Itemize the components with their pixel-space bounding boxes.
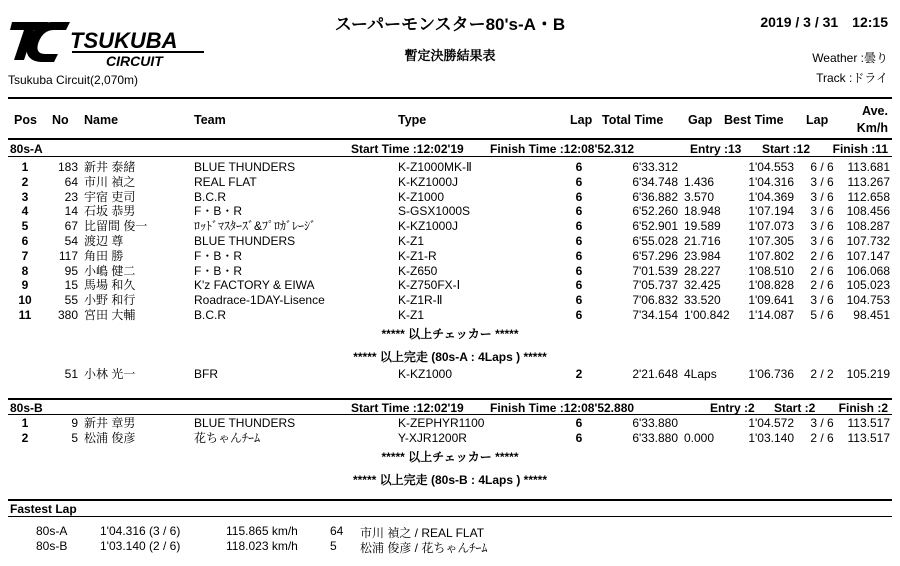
cell-no: 95 <box>64 263 78 278</box>
cell-pos: 11 <box>18 308 32 322</box>
result-row <box>8 264 892 279</box>
cell-name: 小野 和行 <box>84 293 136 308</box>
cell-team: B.C.R <box>194 308 227 322</box>
page-title: スーパーモンスター80's-A・B <box>334 15 566 34</box>
cell-best-lap: 3 / 6 <box>810 293 834 308</box>
class-a-entry: Entry :13 <box>690 142 742 156</box>
cell-no: 117 <box>58 248 78 263</box>
result-row <box>8 431 892 446</box>
cell-total-time: 6'52.901 <box>632 219 678 234</box>
cell-team: REAL FLAT <box>194 174 257 189</box>
cell-best-time: 1'04.572 <box>748 416 794 430</box>
cell-best-lap: 2 / 6 <box>810 263 834 278</box>
cell-gap: 3.570 <box>684 189 715 204</box>
cell-lap: 6 <box>575 248 583 263</box>
cell-no: 15 <box>64 278 78 293</box>
fastest-lap-header: Fastest Lap <box>8 499 892 517</box>
fl-time: 1'03.140 (2 / 6) <box>100 539 181 553</box>
fl-rider: 松浦 俊彦 / 花ちゃんﾁｰﾑ <box>360 541 488 555</box>
svg-text:CIRCUIT: CIRCUIT <box>106 53 163 69</box>
cell-team: 花ちゃんﾁｰﾑ <box>194 430 261 445</box>
cell-total-time: 7'01.539 <box>632 263 678 278</box>
cell-team: B.C.R <box>194 189 227 204</box>
result-row <box>8 367 892 382</box>
cell-no: 183 <box>57 160 78 174</box>
col-best-time: Best Time <box>724 113 784 127</box>
class-b-summary <box>8 398 892 415</box>
class-a-finish-note: ***** 以上完走 (80s-A : 4Laps ) ***** <box>353 350 547 364</box>
fl-class: 80s-A <box>36 524 68 538</box>
cell-ave-speed: 108.456 <box>846 204 890 219</box>
weather-label: Weather :曇り <box>812 51 888 65</box>
cell-type: K-Z650 <box>398 263 438 278</box>
result-row <box>8 293 892 308</box>
cell-total-time: 6'36.882 <box>632 189 678 204</box>
fl-no: 5 <box>330 539 337 553</box>
cell-gap: 1'00.842 <box>684 308 730 322</box>
class-a-summary <box>8 141 892 157</box>
col-name: Name <box>84 113 119 127</box>
fl-class: 80s-B <box>36 539 68 553</box>
cell-best-lap: 3 / 6 <box>810 204 834 219</box>
cell-best-lap: 3 / 6 <box>810 234 834 248</box>
weather-info <box>812 48 888 88</box>
class-b-start-time: Start Time :12:02'19 <box>351 401 464 415</box>
cell-type: K-Z1 <box>398 234 425 248</box>
class-b-finish-time: Finish Time :12:08'52.880 <box>490 401 635 415</box>
class-a-start-time: Start Time :12:02'19 <box>351 142 464 156</box>
result-row <box>8 160 892 175</box>
cell-best-time: 1'09.641 <box>748 293 794 308</box>
cell-total-time: 7'06.832 <box>632 293 678 308</box>
cell-total-time: 6'57.296 <box>632 248 678 263</box>
cell-gap: 28.227 <box>684 263 721 278</box>
col-ave-unit: Km/h <box>856 121 888 135</box>
class-a-name: 80s-A <box>10 142 43 156</box>
cell-best-lap: 2 / 2 <box>810 367 834 381</box>
col-total-time: Total Time <box>602 113 664 127</box>
cell-no: 55 <box>64 293 78 308</box>
cell-name: 馬場 和久 <box>84 278 136 293</box>
cell-type: K-KZ1000J <box>398 219 459 234</box>
cell-ave-speed: 113.517 <box>847 430 890 445</box>
class-b-name: 80s-B <box>10 401 43 415</box>
cell-ave-speed: 112.658 <box>847 189 890 204</box>
cell-pos: 1 <box>21 416 29 430</box>
cell-name: 新井 泰緒 <box>84 160 136 174</box>
cell-ave-speed: 113.267 <box>847 174 890 189</box>
result-row <box>8 308 892 323</box>
cell-best-lap: 2 / 6 <box>810 278 834 293</box>
cell-team: F・B・R <box>194 248 243 263</box>
cell-best-time: 1'06.736 <box>748 367 794 381</box>
class-b-start: Start :2 <box>774 401 816 415</box>
circuit-name: Tsukuba Circuit(2,070m) <box>8 73 139 87</box>
cell-pos: 10 <box>18 293 32 308</box>
cell-total-time: 6'52.260 <box>632 204 678 219</box>
cell-no: 23 <box>64 189 78 204</box>
cell-name: 角田 勝 <box>84 248 124 263</box>
cell-type: K-Z1 <box>398 308 425 322</box>
cell-best-lap: 3 / 6 <box>810 174 834 189</box>
cell-best-time: 1'03.140 <box>748 430 794 445</box>
cell-best-time: 1'07.194 <box>748 204 794 219</box>
class-a-checker-note: ***** 以上チェッカー ***** <box>381 327 519 341</box>
cell-lap: 6 <box>575 174 583 189</box>
cell-no: 51 <box>64 367 78 381</box>
cell-team: F・B・R <box>194 263 243 278</box>
class-a-finish-time: Finish Time :12:08'52.312 <box>490 142 635 156</box>
cell-best-time: 1'08.510 <box>748 263 794 278</box>
cell-gap: 32.425 <box>684 278 721 293</box>
cell-type: K-Z1-R <box>398 248 437 263</box>
result-row <box>8 190 892 205</box>
cell-team: F・B・R <box>194 204 243 219</box>
cell-lap: 6 <box>575 189 583 204</box>
cell-type: K-Z750FX-Ⅰ <box>398 278 461 293</box>
cell-no: 9 <box>71 416 78 430</box>
cell-best-time: 1'04.553 <box>748 160 794 174</box>
cell-best-lap: 6 / 6 <box>810 160 834 174</box>
cell-ave-speed: 105.023 <box>846 278 890 293</box>
cell-lap: 6 <box>575 430 583 445</box>
fastest-lap-row <box>8 524 892 539</box>
cell-gap: 0.000 <box>684 430 715 445</box>
cell-ave-speed: 108.287 <box>846 219 890 234</box>
cell-type: Y-XJR1200R <box>398 430 467 445</box>
result-row <box>8 278 892 293</box>
cell-lap: 6 <box>575 416 583 430</box>
cell-pos: 2 <box>21 174 29 189</box>
cell-pos: 5 <box>21 219 29 234</box>
cell-best-time: 1'07.305 <box>748 234 794 248</box>
cell-type: K-Z1000MK-Ⅱ <box>398 160 472 174</box>
cell-team: BFR <box>194 367 218 381</box>
result-row <box>8 219 892 234</box>
cell-no: 64 <box>64 174 78 189</box>
cell-name: 市川 禎之 <box>84 174 136 189</box>
cell-lap: 6 <box>575 204 583 219</box>
cell-ave-speed: 113.517 <box>847 416 890 430</box>
fl-speed: 118.023 km/h <box>226 539 298 553</box>
cell-team: ﾛｯﾄﾞﾏｽﾀｰｽﾞ&ﾌﾟﾛｶﾞﾚｰｼﾞ <box>194 219 317 234</box>
class-b-finish: Finish :2 <box>838 401 888 415</box>
cell-type: K-KZ1000 <box>398 367 453 381</box>
cell-best-time: 1'04.316 <box>748 174 794 189</box>
result-row <box>8 249 892 264</box>
col-no: No <box>52 113 69 127</box>
cell-total-time: 6'33.880 <box>632 430 678 445</box>
cell-type: S-GSX1000S <box>398 204 471 219</box>
cell-pos: 2 <box>21 430 29 445</box>
report-datetime: 2019 / 3 / 31 12:15 <box>760 14 888 30</box>
cell-team: BLUE THUNDERS <box>194 416 296 430</box>
cell-gap: 21.716 <box>684 234 721 248</box>
fl-rider: 市川 禎之 / REAL FLAT <box>360 526 485 540</box>
cell-lap: 6 <box>575 263 583 278</box>
fl-time: 1'04.316 (3 / 6) <box>100 524 181 538</box>
result-row <box>8 175 892 190</box>
col-type: Type <box>398 113 427 127</box>
cell-name: 比留間 俊一 <box>84 219 148 234</box>
fl-speed: 115.865 km/h <box>226 524 298 538</box>
cell-best-time: 1'07.802 <box>748 248 794 263</box>
results-table-header <box>8 97 892 140</box>
class-b-entry: Entry :2 <box>710 401 755 415</box>
cell-team: BLUE THUNDERS <box>194 234 296 248</box>
cell-gap: 1.436 <box>684 174 715 189</box>
cell-lap: 6 <box>575 160 583 174</box>
class-b-finish-note: ***** 以上完走 (80s-B : 4Laps ) ***** <box>352 473 548 487</box>
cell-gap: 4Laps <box>684 367 717 381</box>
cell-name: 小林 光一 <box>84 367 136 381</box>
cell-best-time: 1'08.828 <box>748 278 794 293</box>
cell-ave-speed: 98.451 <box>853 308 890 322</box>
cell-gap: 18.948 <box>684 204 721 219</box>
cell-lap: 6 <box>575 293 583 308</box>
cell-best-lap: 3 / 6 <box>810 416 834 430</box>
cell-no: 5 <box>71 430 78 445</box>
cell-name: 松浦 俊彦 <box>84 430 136 445</box>
cell-team: BLUE THUNDERS <box>194 160 296 174</box>
class-a-start: Start :12 <box>762 142 811 156</box>
cell-total-time: 6'34.748 <box>632 174 678 189</box>
cell-no: 14 <box>64 204 78 219</box>
cell-total-time: 6'33.312 <box>632 160 678 174</box>
result-row <box>8 234 892 249</box>
cell-type: K-KZ1000J <box>398 174 459 189</box>
cell-name: 宇宿 吏司 <box>84 189 136 204</box>
col-pos: Pos <box>14 113 37 127</box>
cell-ave-speed: 105.219 <box>846 367 890 381</box>
cell-pos: 1 <box>21 160 29 174</box>
cell-ave-speed: 107.732 <box>846 234 890 248</box>
cell-name: 新井 章男 <box>84 416 136 430</box>
cell-name: 小嶋 健二 <box>84 263 136 278</box>
cell-best-lap: 2 / 6 <box>810 248 834 263</box>
cell-team: K'z FACTORY & EIWA <box>194 278 315 293</box>
cell-best-time: 1'04.369 <box>748 189 794 204</box>
cell-name: 石坂 恭男 <box>84 204 136 219</box>
cell-name: 宮田 大輔 <box>84 308 136 322</box>
cell-total-time: 7'05.737 <box>632 278 678 293</box>
cell-gap: 33.520 <box>684 293 721 308</box>
cell-lap: 6 <box>575 278 583 293</box>
cell-best-time: 1'07.073 <box>748 219 794 234</box>
cell-ave-speed: 104.753 <box>846 293 890 308</box>
cell-pos: 9 <box>21 278 29 293</box>
cell-total-time: 2'21.648 <box>632 367 678 381</box>
cell-pos: 4 <box>21 204 29 219</box>
cell-gap: 19.589 <box>684 219 721 234</box>
result-row <box>8 204 892 219</box>
cell-best-lap: 3 / 6 <box>810 189 834 204</box>
class-b-checker-note: ***** 以上チェッカー ***** <box>381 450 519 464</box>
cell-lap: 6 <box>575 308 583 322</box>
cell-ave-speed: 107.147 <box>846 248 890 263</box>
cell-no: 54 <box>64 234 78 248</box>
cell-ave-speed: 113.681 <box>847 160 890 174</box>
cell-best-time: 1'14.087 <box>748 308 794 322</box>
fl-no: 64 <box>330 524 344 538</box>
cell-total-time: 6'33.880 <box>632 416 678 430</box>
cell-lap: 6 <box>575 219 583 234</box>
track-label: Track :ドライ <box>816 71 888 85</box>
page-subtitle: 暫定決勝結果表 <box>404 48 496 63</box>
cell-no: 380 <box>57 308 78 322</box>
svg-text:TSUKUBA: TSUKUBA <box>70 28 178 53</box>
col-team: Team <box>194 113 226 127</box>
cell-lap: 2 <box>575 367 583 381</box>
col-ave: Ave. <box>862 104 888 118</box>
cell-pos: 8 <box>21 263 29 278</box>
cell-type: K-ZEPHYR1100 <box>398 416 485 430</box>
class-a-finish: Finish :11 <box>832 142 888 156</box>
col-lap: Lap <box>570 113 593 127</box>
cell-best-lap: 3 / 6 <box>810 219 834 234</box>
cell-pos: 6 <box>21 234 29 248</box>
cell-lap: 6 <box>575 234 583 248</box>
cell-total-time: 7'34.154 <box>632 308 678 322</box>
cell-ave-speed: 106.068 <box>846 263 890 278</box>
cell-gap: 23.984 <box>684 248 721 263</box>
cell-pos: 7 <box>21 248 29 263</box>
cell-pos: 3 <box>21 189 29 204</box>
fastest-lap-row <box>8 539 892 554</box>
col-best-lap: Lap <box>806 113 829 127</box>
result-row <box>8 416 892 431</box>
cell-no: 67 <box>64 219 78 234</box>
cell-best-lap: 5 / 6 <box>810 308 834 322</box>
cell-team: Roadrace-1DAY-Lisence <box>194 293 325 308</box>
col-gap: Gap <box>688 113 713 127</box>
cell-type: K-Z1R-Ⅱ <box>398 293 443 308</box>
cell-total-time: 6'55.028 <box>632 234 678 248</box>
cell-best-lap: 2 / 6 <box>810 430 834 445</box>
cell-type: K-Z1000 <box>398 189 445 204</box>
cell-name: 渡辺 尊 <box>84 234 124 248</box>
